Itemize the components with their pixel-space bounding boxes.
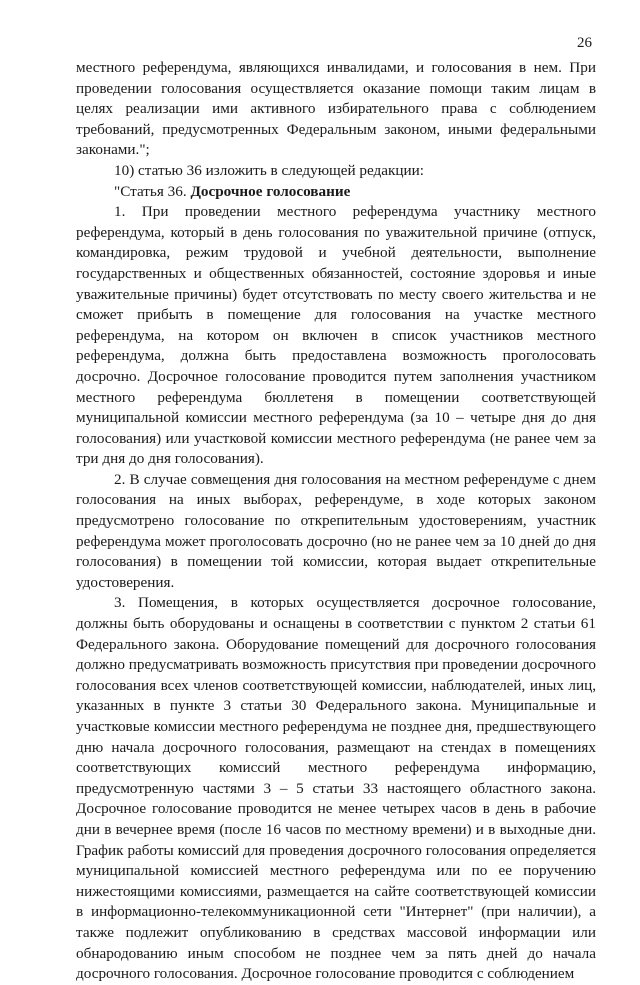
article-heading — [76, 182, 596, 203]
article-prefix: "Статья 36. — [114, 182, 191, 200]
page-number: 26 — [577, 35, 592, 51]
article-title: Досрочное голосование — [190, 182, 351, 200]
paragraph-continuation: местного референдума, являющихся инвалидами, и голосования в нем. При проведении голосования осуществляется оказание помощи таким лицам в целях реализации ими активного избирательного права с соблюдением требований, предусмотренных Федеральным законом, иными федеральными законами."; — [76, 59, 596, 159]
clause-1: 1. При проведении местного референдума участнику местного референдума, который в день голосования по уважительной причине (отпуск, командировка, режим трудовой и учебной деятельности, выполнение государственных и общественных обязанностей, состояние здоровья и иные уважительные причины) будет отсутствовать по месту своего жительства и не сможет прибыть в помещение для голосования на участке местного референдума, на котором он включен в список участников местного референдума, должна быть предоставлена возможность проголосовать досрочно. Досрочное голосование проводится путем заполнения участником местного референдума бюллетеня в помещении соответствующей муниципальной комиссии местного референдума (за 10 – четыре дня до дня голосования) или участковой комиссии местного референдума (не ранее чем за три дня до дня голосования). — [76, 203, 596, 468]
clause-2: 2. В случае совмещения дня голосования на местном референдуме с днем голосования на иных выборах, референдуме, в ходе которых законом предусмотрено голосование по открепительным удостоверениям, участник референдума может проголосовать досрочно (но не ранее чем за 10 дней до дня голосования) в помещении той комиссии, которая выдает открепительные удостоверения. — [76, 470, 596, 591]
document-body — [76, 58, 596, 985]
amendment-instruction: 10) статью 36 изложить в следующей редакции: — [114, 161, 424, 179]
clause-3: 3. Помещения, в которых осуществляется досрочное голосование, должны быть оборудованы и оснащены в соответствии с пунктом 2 статьи 61 Федерального закона. Оборудование помещений для досрочного голосования должно предусматривать возможность присутствия при проведении досрочного голосования всех членов соответствующей комиссии, наблюдателей, иных лиц, указанных в пункте 3 статьи 30 Федерального закона. Муниципальные и участковые комиссии местного референдума не позднее дня, предшествующего дню начала досрочного голосования, размещают на стендах в помещениях соответствующих комиссий местного референдума информацию, предусмотренную частями 3 – 5 статьи 33 настоящего областного закона. Досрочное голосование проводится не менее четырех часов в день в рабочие дни в вечернее время (после 16 часов по местному времени) и в выходные дни. График работы комиссий для проведения досрочного голосования определяется муниципальной комиссией местного референдума или по ее поручению нижестоящими комиссиями, размещается на сайте соответствующей комиссии в информационно-телекоммуникационной сети "Интернет" (при наличии), а также подлежит опубликованию в средствах массовой информации или обнародованию иным способом не позднее чем за пять дней до начала досрочного голосования. Досрочное голосование проводится с соблюдением — [76, 594, 596, 983]
